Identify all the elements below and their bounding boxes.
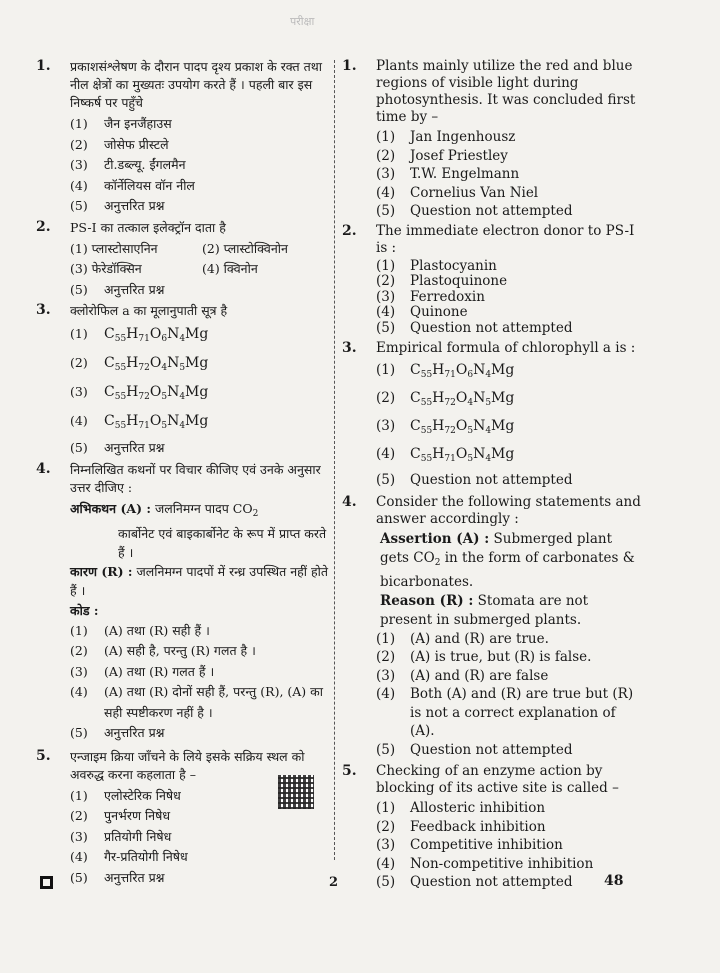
hindi-column	[36, 58, 332, 888]
subscript: 5	[485, 398, 492, 408]
reason-label: कारण (R) :	[70, 563, 133, 579]
header-faint-text: परीक्षा	[290, 15, 315, 28]
subscript: 4	[485, 454, 492, 464]
question-number: 3.	[36, 302, 51, 318]
option-text: Feedback inhibition	[410, 818, 546, 835]
subscript: 55	[420, 370, 433, 380]
element-symbol: H	[432, 418, 445, 434]
element-symbol: H	[432, 362, 445, 378]
subscript: 71	[444, 370, 456, 380]
option-text: Question not attempted	[410, 203, 573, 219]
option-text: (A) तथा (R) दोनों सही हैं, परन्तु (R), (A) का सही स्पष्टीकरण नहीं है ।	[104, 684, 323, 720]
option-5	[376, 741, 642, 760]
element-symbol: C	[104, 384, 115, 400]
element-symbol: O	[149, 326, 162, 342]
option-5	[70, 196, 332, 217]
option-text: Allosteric inhibition	[410, 800, 546, 816]
option-text: अनुत्तरित प्रश्न	[104, 281, 165, 297]
option-2	[376, 274, 642, 290]
question-1-hi	[36, 58, 332, 112]
chemical-formula	[104, 326, 208, 342]
element-symbol: H	[126, 384, 139, 400]
option-text: Question not attempted	[410, 319, 573, 336]
option-number: (4)	[70, 849, 88, 864]
option-2	[376, 147, 642, 166]
question-4-hi	[36, 461, 332, 497]
option-1	[70, 114, 332, 135]
option-text: Quinone	[410, 304, 468, 320]
option-row	[36, 259, 332, 280]
option-5	[376, 321, 642, 337]
element-symbol: H	[126, 413, 139, 429]
option-number: (4)	[70, 177, 88, 193]
element-symbol: N	[167, 413, 180, 429]
element-symbol: O	[455, 446, 468, 462]
option-number: (1)	[376, 630, 396, 647]
element-symbol: O	[149, 355, 162, 371]
element-symbol: Mg	[491, 446, 515, 462]
option-3	[70, 155, 332, 176]
subscript: 72	[138, 392, 150, 402]
option-number: (2)	[70, 136, 88, 152]
option-number: (2)	[376, 273, 396, 289]
option-number: (1)	[70, 116, 88, 131]
element-symbol: N	[473, 362, 486, 378]
element-symbol: C	[410, 362, 421, 378]
option-number: (4)	[376, 446, 396, 462]
option-1: (1) प्लास्टोसाएनिन	[70, 240, 158, 256]
option-3	[376, 415, 642, 443]
subscript: 5	[161, 392, 168, 402]
option-number: (2)	[70, 808, 88, 823]
option-text: Non-competitive inhibition	[410, 855, 594, 872]
chemical-formula	[104, 384, 208, 400]
option-number: (4)	[376, 686, 396, 702]
option-3	[376, 667, 642, 686]
option-text: प्रतियोगी निषेध	[104, 828, 172, 844]
option-number: (3)	[70, 828, 88, 844]
subscript: 6	[161, 334, 168, 344]
option-number: (3)	[376, 288, 396, 305]
option-number: (3)	[376, 418, 396, 434]
option-text: Question not attempted	[410, 874, 573, 890]
option-1	[376, 799, 642, 818]
option-number: (1)	[70, 622, 88, 638]
element-symbol: H	[126, 326, 139, 342]
question-text: The immediate electron donor to PS-I is :	[376, 222, 635, 256]
option-number: (1)	[376, 800, 396, 816]
reason-text: जलनिमग्न पादपों में रन्ध्र उपस्थित नहीं होते हैं ।	[70, 563, 328, 598]
option-number: (2)	[376, 390, 396, 406]
element-symbol: Mg	[185, 413, 209, 429]
option-text: अनुत्तरित प्रश्न	[104, 198, 165, 213]
element-symbol: N	[167, 326, 180, 342]
assertion-text-cont: कार्बोनेट एवं बाइकार्बोनेट के रूप में प्राप्त करते हैं ।	[118, 525, 327, 560]
option-4	[70, 682, 332, 723]
element-symbol: O	[455, 418, 468, 434]
option-text: पुनर्भरण निषेध	[104, 808, 171, 823]
option-2	[70, 806, 332, 827]
question-text: निम्नलिखित कथनों पर विचार कीजिए एवं उनके अनुसार उत्तर दीजिए :	[70, 461, 321, 495]
option-5	[70, 280, 332, 301]
option-3	[70, 380, 332, 409]
question-3-hi	[36, 302, 332, 320]
element-symbol: C	[104, 326, 115, 342]
option-1	[376, 630, 642, 649]
option-text: Josef Priestley	[410, 147, 508, 164]
option-2: (2) प्लास्टोक्विनोन	[202, 240, 288, 256]
option-text: Question not attempted	[410, 472, 573, 488]
element-symbol: Mg	[185, 384, 209, 400]
option-text: टी.डब्ल्यू. ईंगलमैन	[104, 157, 186, 172]
page-number: 2	[329, 875, 339, 890]
question-text: प्रकाशसंश्लेषण के दौरान पादप दृश्य प्रकाश के रक्त तथा नील क्षेत्रों का मुख्यतः उपयोग करते हैं । पहली बार इस निष्कर्ष पर पहुँचे	[70, 59, 322, 110]
option-1	[376, 359, 642, 387]
subscript: 71	[444, 454, 456, 464]
option-3	[376, 165, 642, 184]
option-number: (3)	[70, 157, 88, 172]
question-number: 2.	[342, 222, 357, 239]
option-number: (1)	[70, 326, 88, 341]
option-number: (3)	[376, 166, 396, 182]
option-number: (3)	[70, 384, 88, 399]
question-number: 1.	[36, 58, 51, 74]
option-text: कॉर्नेलियस वॉन नील	[104, 177, 195, 193]
option-number: (1)	[376, 257, 396, 274]
question-text: एन्जाइम क्रिया जाँचने के लिये इसके सक्रिय स्थल को अवरुद्ध करना कहलाता है –	[70, 748, 305, 782]
element-symbol: H	[126, 355, 139, 371]
option-3	[70, 827, 332, 848]
subscript: 72	[138, 363, 150, 373]
question-text: Consider the following statements and answer accordingly :	[376, 493, 641, 527]
option-number: (2)	[376, 147, 396, 164]
question-text: Checking of an enzyme action by blocking of its active site is called –	[376, 763, 619, 796]
option-number: (5)	[376, 319, 396, 336]
option-number: (3)	[376, 837, 396, 853]
chemical-formula	[410, 446, 514, 462]
subscript: 5	[179, 363, 186, 373]
option-2	[70, 135, 332, 156]
question-text: Plants mainly utilize the red and blue regions of visible light during photosynthesis. It was concluded first time by –	[376, 58, 636, 125]
option-number: (1)	[376, 129, 396, 145]
option-3	[376, 290, 642, 306]
subscript: 72	[444, 426, 456, 436]
element-symbol: Mg	[185, 326, 209, 342]
option-1	[376, 128, 642, 147]
subscript: 4	[179, 334, 186, 344]
footer-square-mark	[40, 876, 53, 889]
option-4: (4) क्विनोन	[202, 261, 258, 276]
option-5	[376, 873, 642, 892]
qr-code-icon	[278, 775, 314, 809]
element-symbol: Mg	[185, 355, 209, 371]
option-number: (3)	[376, 667, 396, 684]
subscript: 5	[467, 454, 474, 464]
subscript: 55	[114, 392, 127, 402]
option-4	[70, 847, 332, 868]
option-2	[376, 648, 642, 667]
option-number: (4)	[376, 855, 396, 872]
option-number: (5)	[376, 741, 396, 758]
option-2	[376, 818, 642, 837]
question-number: 5.	[36, 747, 51, 764]
option-text: T.W. Engelmann	[410, 166, 520, 182]
question-text: क्लोरोफिल a का मूलानुपाती सूत्र है	[70, 303, 228, 318]
chemical-formula	[104, 413, 208, 429]
option-number: (4)	[70, 413, 88, 428]
option-3	[376, 836, 642, 855]
element-symbol: Mg	[491, 418, 515, 434]
assertion-text-cont: in the form of carbonates & bicarbonates.	[380, 549, 635, 590]
option-number: (2)	[376, 649, 396, 665]
option-text: (A) सही है, परन्तु (R) गलत है ।	[104, 643, 256, 658]
question-1-en	[342, 58, 642, 126]
option-text: Plastocyanin	[410, 257, 497, 274]
element-symbol: N	[167, 384, 180, 400]
option-5	[70, 723, 332, 744]
reason-text: Stomata are not present in submerged plants.	[380, 592, 589, 628]
subscript: 71	[138, 334, 150, 344]
subscript: 2	[252, 508, 259, 519]
option-row	[36, 239, 332, 260]
subscript: 6	[467, 370, 474, 380]
assertion-label: अभिकथन (A) :	[70, 500, 151, 516]
subscript: 55	[114, 334, 127, 344]
question-number: 5.	[342, 763, 357, 779]
element-symbol: C	[104, 413, 115, 429]
option-text: Both (A) and (R) are true but (R) is not a correct explanation of (A).	[410, 686, 634, 739]
assertion-text: Submerged plant gets CO	[380, 530, 613, 566]
option-4	[376, 184, 642, 203]
subscript: 72	[444, 398, 456, 408]
chemical-formula	[104, 355, 208, 371]
option-text: (A) तथा (R) गलत हैं ।	[104, 663, 215, 679]
option-number: (1)	[70, 787, 88, 803]
option-number: (4)	[70, 684, 88, 699]
english-column	[342, 58, 642, 892]
option-number: (5)	[70, 198, 88, 213]
option-number: (5)	[70, 440, 88, 455]
option-4	[376, 855, 642, 874]
code-label: कोड :	[70, 602, 99, 618]
option-number: (5)	[70, 869, 88, 885]
option-number: (2)	[70, 643, 88, 658]
element-symbol: Mg	[491, 390, 515, 406]
option-number: (3)	[70, 663, 88, 679]
element-symbol: H	[432, 390, 445, 406]
element-symbol: N	[473, 446, 486, 462]
option-number: (5)	[376, 874, 396, 890]
option-1	[376, 259, 642, 275]
subscript: 4	[179, 392, 186, 402]
subscript: 55	[420, 454, 433, 464]
option-number: (2)	[376, 818, 396, 835]
option-5	[70, 438, 332, 459]
option-number: (5)	[70, 725, 88, 740]
option-text: Question not attempted	[410, 741, 573, 758]
question-text: PS-I का तत्काल इलेक्ट्रॉन दाता है	[70, 219, 226, 235]
option-3	[70, 662, 332, 683]
option-number: (5)	[376, 472, 396, 488]
column-divider	[334, 60, 335, 860]
question-text: Empirical formula of chlorophyll a is :	[376, 340, 636, 356]
chemical-formula	[410, 362, 514, 378]
question-number: 2.	[36, 218, 51, 235]
element-symbol: N	[167, 355, 180, 371]
reason	[36, 562, 332, 600]
option-text: (A) is true, but (R) is false.	[410, 649, 592, 665]
option-text: (A) and (R) are true.	[410, 630, 549, 647]
element-symbol: O	[149, 384, 162, 400]
option-number: (5)	[376, 203, 396, 219]
option-text: Jan Ingenhousz	[410, 129, 516, 145]
option-5	[70, 868, 332, 889]
option-3: (3) फेरेडॉक्सिन	[70, 261, 142, 276]
option-text: Ferredoxin	[410, 288, 485, 305]
option-2	[70, 641, 332, 662]
option-2	[70, 351, 332, 380]
element-symbol: O	[455, 362, 468, 378]
question-number: 4.	[342, 493, 357, 510]
option-text: गैर-प्रतियोगी निषेध	[104, 849, 188, 864]
subscript: 55	[420, 398, 433, 408]
option-number: (1)	[376, 362, 396, 378]
question-number: 1.	[342, 58, 357, 74]
element-symbol: O	[455, 390, 468, 406]
question-2-en	[342, 223, 642, 257]
assertion-label: Assertion (A) :	[380, 530, 490, 547]
subscript: 2	[434, 557, 441, 568]
option-5	[376, 471, 642, 490]
reason	[342, 592, 642, 630]
option-1	[70, 621, 332, 642]
option-text: जैन इनजैंहाउस	[104, 116, 172, 131]
subscript: 5	[161, 421, 168, 431]
option-4	[376, 305, 642, 321]
assertion-text: जलनिमग्न पादप CO	[154, 500, 253, 516]
element-symbol: C	[410, 446, 421, 462]
element-symbol: Mg	[491, 362, 515, 378]
option-text: अनुत्तरित प्रश्न	[104, 869, 165, 885]
element-symbol: N	[473, 390, 486, 406]
subscript: 55	[420, 426, 433, 436]
subscript: 5	[467, 426, 474, 436]
chemical-formula	[410, 418, 514, 434]
question-3-en	[342, 340, 642, 357]
option-4	[70, 409, 332, 438]
subscript: 4	[485, 426, 492, 436]
question-4-en	[342, 494, 642, 528]
subscript: 4	[179, 421, 186, 431]
option-text: Plastoquinone	[410, 273, 508, 289]
question-number: 3.	[342, 340, 357, 356]
option-text: अनुत्तरित प्रश्न	[104, 725, 165, 740]
subscript: 71	[138, 421, 150, 431]
subscript: 4	[161, 363, 168, 373]
option-text: Cornelius Van Niel	[410, 184, 539, 201]
option-4	[376, 685, 642, 741]
element-symbol: C	[410, 418, 421, 434]
subscript: 55	[114, 363, 127, 373]
question-number: 4.	[36, 460, 51, 477]
option-text: अनुत्तरित प्रश्न	[104, 440, 165, 455]
option-2	[376, 387, 642, 415]
element-symbol: N	[473, 418, 486, 434]
option-4	[70, 176, 332, 197]
subscript: 4	[485, 370, 492, 380]
element-symbol: O	[149, 413, 162, 429]
assertion	[36, 499, 332, 562]
option-number: (4)	[376, 184, 396, 201]
option-1	[70, 322, 332, 351]
assertion	[342, 530, 642, 592]
option-text: (A) तथा (R) सही हैं ।	[104, 622, 210, 638]
option-number: (2)	[70, 355, 88, 370]
option-number: (4)	[376, 304, 396, 320]
option-5	[376, 202, 642, 221]
chemical-formula	[410, 390, 514, 406]
element-symbol: H	[432, 446, 445, 462]
option-4	[376, 443, 642, 471]
option-number: (5)	[70, 281, 88, 297]
element-symbol: C	[104, 355, 115, 371]
option-text: एलोस्टेरिक निषेध	[104, 787, 181, 803]
option-text: (A) and (R) are false	[410, 667, 549, 684]
question-2-hi	[36, 219, 332, 237]
reason-label: Reason (R) :	[380, 592, 474, 609]
option-text: जोसेफ प्रीस्टले	[104, 136, 169, 152]
question-5-en	[342, 763, 642, 797]
footer-code: 48	[604, 873, 624, 889]
option-text: Competitive inhibition	[410, 837, 563, 853]
subscript: 55	[114, 421, 127, 431]
subscript: 4	[467, 398, 474, 408]
element-symbol: C	[410, 390, 421, 406]
